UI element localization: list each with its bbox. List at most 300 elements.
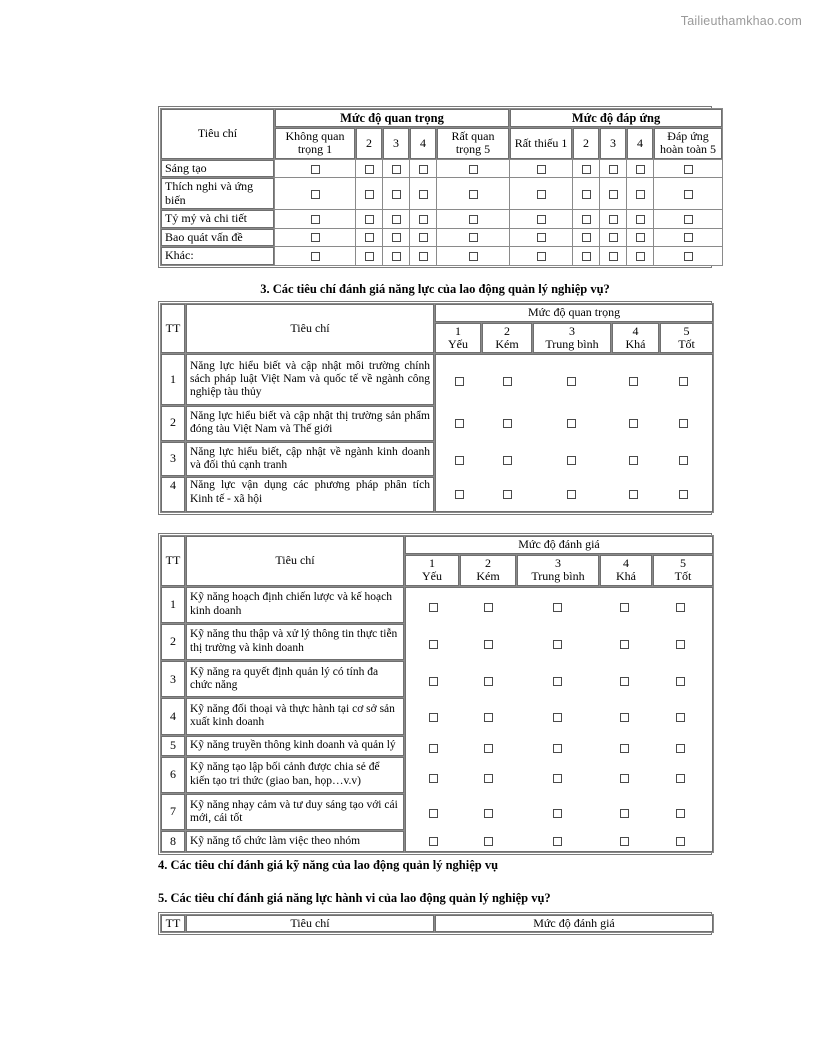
checkbox-empty-icon[interactable] — [429, 774, 438, 783]
table1-cell-importance-2[interactable] — [356, 210, 382, 227]
table3-cell-rating-2[interactable] — [460, 771, 516, 784]
table3-cell-rating-1[interactable] — [406, 674, 460, 687]
checkbox-empty-icon[interactable] — [484, 837, 493, 846]
table3-cell-rating-3[interactable] — [516, 771, 598, 784]
table2-cell-rating-5[interactable] — [657, 453, 710, 466]
table1-fulfillment-scale-1: Rất thiếu 1 — [510, 128, 572, 159]
table1-cell-importance-3[interactable] — [383, 229, 409, 246]
table3-row-number: 6 — [161, 757, 185, 793]
table3-scale-5-label: Tốt — [674, 569, 692, 584]
table3-cell-rating-4[interactable] — [598, 771, 650, 784]
table1-cell-fulfillment-4[interactable] — [627, 247, 653, 264]
checkbox-empty-icon[interactable] — [609, 165, 618, 174]
table3-row-criteria: Kỹ năng thu thập và xử lý thông tin thực tiễn thị trường và kinh doanh — [186, 624, 404, 660]
table3-cell-rating-5[interactable] — [650, 741, 710, 754]
checkbox-empty-icon[interactable] — [419, 233, 428, 242]
table1-cell-importance-3[interactable] — [383, 178, 409, 209]
checkbox-empty-icon[interactable] — [365, 252, 374, 261]
table2-cell-rating-3[interactable] — [532, 416, 610, 429]
table2-scale-1 — [435, 323, 481, 354]
checkbox-empty-icon[interactable] — [455, 377, 464, 386]
table2-cell-rating-4[interactable] — [610, 374, 657, 387]
checkbox-empty-icon[interactable] — [567, 490, 576, 499]
section-4-title: 4. Các tiêu chí đánh giá kỹ năng của lao động quản lý nghiệp vụ — [158, 857, 499, 872]
checkbox-empty-icon[interactable] — [620, 640, 629, 649]
table3-scale-2-label: Kém — [476, 569, 500, 584]
checkbox-empty-icon[interactable] — [392, 190, 401, 199]
checkbox-empty-icon[interactable] — [679, 419, 688, 428]
table3-cell-rating-1[interactable] — [406, 600, 460, 613]
table3-cell-rating-2[interactable] — [460, 741, 516, 754]
table3-row-number: 7 — [161, 794, 185, 830]
table1-cell-importance-3[interactable] — [383, 247, 409, 264]
table2-scale-3-num: 3 — [569, 323, 575, 338]
table3-cell-rating-2[interactable] — [460, 674, 516, 687]
checkbox-empty-icon[interactable] — [567, 456, 576, 465]
checkbox-empty-icon[interactable] — [636, 233, 645, 242]
table3-cell-rating-1[interactable] — [406, 834, 460, 847]
checkbox-empty-icon[interactable] — [503, 377, 512, 386]
checkbox-empty-icon[interactable] — [469, 233, 478, 242]
table3-row-criteria: Kỹ năng truyền thông kinh doanh và quản lý — [186, 736, 404, 756]
table-row — [161, 160, 722, 177]
checkbox-empty-icon[interactable] — [484, 809, 493, 818]
checkbox-empty-icon[interactable] — [365, 165, 374, 174]
skills-rating-table — [158, 533, 712, 854]
table3-cell-rating-5[interactable] — [650, 674, 710, 687]
checkbox-empty-icon[interactable] — [620, 809, 629, 818]
table3-cell-rating-5[interactable] — [650, 834, 710, 847]
checkbox-empty-icon[interactable] — [620, 744, 629, 753]
checkbox-empty-icon[interactable] — [553, 774, 562, 783]
table1-cell-importance-4[interactable] — [410, 210, 436, 227]
checkbox-empty-icon[interactable] — [311, 215, 320, 224]
checkbox-empty-icon[interactable] — [311, 190, 320, 199]
table1-cell-importance-4[interactable] — [410, 178, 436, 209]
table3-tt-header: TT — [161, 536, 185, 585]
checkbox-empty-icon[interactable] — [469, 215, 478, 224]
checkbox-empty-icon[interactable] — [537, 233, 546, 242]
table2-cell-rating-1[interactable] — [436, 416, 482, 429]
checkbox-empty-icon[interactable] — [553, 713, 562, 722]
table3-cell-rating-3[interactable] — [516, 674, 598, 687]
table3-cell-rating-2[interactable] — [460, 710, 516, 723]
table3-cell-rating-1[interactable] — [406, 741, 460, 754]
table2-cell-rating-5[interactable] — [657, 374, 710, 387]
table3-row-criteria: Kỹ năng ra quyết định quản lý có tính đa chức năng — [186, 661, 404, 697]
table2-row-number: 2 — [161, 406, 185, 441]
table1-cell-fulfillment-4[interactable] — [627, 229, 653, 246]
table1-cell-fulfillment-5[interactable] — [654, 247, 722, 264]
checkbox-empty-icon[interactable] — [676, 677, 685, 686]
checkbox-empty-icon[interactable] — [609, 190, 618, 199]
table2-row-criteria: Năng lực hiểu biết, cập nhật về ngành kinh doanh và đối thủ cạnh tranh — [186, 442, 434, 477]
table1-criteria-header: Tiêu chí — [161, 109, 274, 159]
table3-row-criteria: Kỹ năng tổ chức làm việc theo nhóm — [186, 831, 404, 851]
checkbox-empty-icon[interactable] — [620, 677, 629, 686]
table1-cell-fulfillment-5[interactable] — [654, 160, 722, 177]
checkbox-empty-icon[interactable] — [553, 677, 562, 686]
table1-cell-fulfillment-1[interactable] — [510, 210, 572, 227]
table1-importance-scale-5: Rất quan trọng 5 — [437, 128, 509, 159]
table3-cell-rating-5[interactable] — [650, 637, 710, 650]
table1-cell-importance-1[interactable] — [275, 160, 355, 177]
table3-cell-rating-1[interactable] — [406, 710, 460, 723]
table2-cell-rating-3[interactable] — [532, 487, 610, 500]
table3-cell-rating-4[interactable] — [598, 637, 650, 650]
checkbox-empty-icon[interactable] — [567, 419, 576, 428]
table3-cell-rating-3[interactable] — [516, 806, 598, 819]
table-row — [161, 210, 722, 227]
checkbox-empty-icon[interactable] — [365, 233, 374, 242]
table1-cell-importance-1[interactable] — [275, 229, 355, 246]
table2-scale-4-label: Khá — [625, 337, 646, 351]
checkbox-empty-icon[interactable] — [484, 677, 493, 686]
table2-cell-rating-3[interactable] — [532, 453, 610, 466]
checkbox-empty-icon[interactable] — [419, 252, 428, 261]
checkbox-empty-icon[interactable] — [620, 774, 629, 783]
table3-cell-rating-5[interactable] — [650, 771, 710, 784]
checkbox-empty-icon[interactable] — [537, 190, 546, 199]
table2-scale-4-num: 4 — [632, 323, 639, 338]
table1-cell-importance-5[interactable] — [437, 229, 509, 246]
table3-scale-1-label: Yếu — [422, 569, 442, 584]
table1-cell-fulfillment-3[interactable] — [600, 210, 626, 227]
table1-criteria-label: Thích nghi và ứng biến — [161, 178, 274, 209]
table4-tt-header: TT — [161, 915, 185, 932]
table1-importance-scale-2: 2 — [356, 128, 382, 159]
checkbox-empty-icon[interactable] — [629, 377, 638, 386]
table2-row-number: 3 — [161, 442, 185, 477]
table2-row-criteria: Năng lực hiểu biết và cập nhật thị trường sản phẩm đóng tàu Việt Nam và Thế giới — [186, 406, 434, 441]
table2-cell-rating-4[interactable] — [610, 453, 657, 466]
table2-row-criteria: Năng lực vận dụng các phương pháp phân tích Kinh tế - xã hội — [186, 477, 434, 512]
table1-cell-importance-2[interactable] — [356, 178, 382, 209]
checkbox-empty-icon[interactable] — [429, 677, 438, 686]
table1-importance-scale-3: 3 — [383, 128, 409, 159]
table1-cell-importance-2[interactable] — [356, 247, 382, 264]
table1-cell-fulfillment-5[interactable] — [654, 210, 722, 227]
checkbox-empty-icon[interactable] — [582, 165, 591, 174]
table2-row-criteria: Năng lực hiểu biết và cập nhật môi trường chính sách pháp luật Việt Nam và quốc tế về ngành công nghiệp tàu thủy — [186, 354, 434, 404]
table2-cell-rating-2[interactable] — [482, 374, 532, 387]
checkbox-empty-icon[interactable] — [582, 215, 591, 224]
checkbox-empty-icon[interactable] — [609, 233, 618, 242]
checkbox-empty-icon[interactable] — [537, 165, 546, 174]
table1-group-fulfillment: Mức độ đáp ứng — [510, 109, 722, 127]
table1-cell-fulfillment-4[interactable] — [627, 210, 653, 227]
table3-row-criteria: Kỹ năng đối thoại và thực hành tại cơ sở sản xuất kinh doanh — [186, 698, 404, 734]
table2-cell-rating-1[interactable] — [436, 453, 482, 466]
table2-cell-rating-5[interactable] — [657, 487, 710, 500]
checkbox-empty-icon[interactable] — [484, 774, 493, 783]
checkbox-empty-icon[interactable] — [676, 809, 685, 818]
checkbox-empty-icon[interactable] — [429, 640, 438, 649]
table3-cell-rating-3[interactable] — [516, 741, 598, 754]
checkbox-empty-icon[interactable] — [503, 419, 512, 428]
table1-cell-importance-1[interactable] — [275, 178, 355, 209]
document-page — [158, 0, 717, 935]
table3-row-number: 1 — [161, 587, 185, 623]
checkbox-empty-icon[interactable] — [429, 713, 438, 722]
table2-rating-area — [435, 354, 713, 512]
checkbox-empty-icon[interactable] — [429, 809, 438, 818]
checkbox-empty-icon[interactable] — [392, 233, 401, 242]
table2-scale-1-label: Yếu — [448, 337, 468, 351]
checkbox-empty-icon[interactable] — [582, 233, 591, 242]
checkbox-empty-icon[interactable] — [567, 377, 576, 386]
table3-scale-2-num: 2 — [485, 555, 491, 570]
table1-group-importance: Mức độ quan trọng — [275, 109, 509, 127]
checkbox-empty-icon[interactable] — [609, 252, 618, 261]
table2-scale-3 — [533, 323, 611, 354]
checkbox-empty-icon[interactable] — [503, 490, 512, 499]
table1-cell-importance-4[interactable] — [410, 160, 436, 177]
table1-cell-fulfillment-3[interactable] — [600, 160, 626, 177]
checkbox-empty-icon[interactable] — [484, 603, 493, 612]
table3-scale-3-num: 3 — [555, 555, 561, 570]
section-5-title: 5. Các tiêu chí đánh giá năng lực hành vi của lao động quản lý nghiệp vụ? — [158, 891, 551, 906]
checkbox-empty-icon[interactable] — [311, 252, 320, 261]
checkbox-empty-icon[interactable] — [455, 419, 464, 428]
table3-cell-rating-4[interactable] — [598, 600, 650, 613]
table1-cell-fulfillment-1[interactable] — [510, 229, 572, 246]
checkbox-empty-icon[interactable] — [676, 774, 685, 783]
table1-cell-fulfillment-4[interactable] — [627, 178, 653, 209]
table1-cell-importance-3[interactable] — [383, 210, 409, 227]
table1-cell-fulfillment-2[interactable] — [573, 178, 599, 209]
checkbox-empty-icon[interactable] — [684, 165, 693, 174]
section-3-title: 3. Các tiêu chí đánh giá năng lực của lao động quản lý nghiệp vụ? — [260, 281, 610, 296]
checkbox-empty-icon[interactable] — [679, 377, 688, 386]
table1-cell-fulfillment-5[interactable] — [654, 178, 722, 209]
checkbox-empty-icon[interactable] — [419, 165, 428, 174]
table1-cell-importance-1[interactable] — [275, 210, 355, 227]
table1-cell-fulfillment-2[interactable] — [573, 247, 599, 264]
table2-cell-rating-2[interactable] — [482, 487, 532, 500]
checkbox-empty-icon[interactable] — [455, 490, 464, 499]
table4-header-row — [161, 915, 713, 932]
table3-row-number: 4 — [161, 698, 185, 734]
table3-row-number: 2 — [161, 624, 185, 660]
checkbox-empty-icon[interactable] — [537, 252, 546, 261]
checkbox-empty-icon[interactable] — [553, 744, 562, 753]
checkbox-empty-icon[interactable] — [629, 490, 638, 499]
table1-cell-fulfillment-2[interactable] — [573, 229, 599, 246]
checkbox-empty-icon[interactable] — [676, 744, 685, 753]
table3-cell-rating-1[interactable] — [406, 771, 460, 784]
table1-cell-importance-2[interactable] — [356, 229, 382, 246]
checkbox-empty-icon[interactable] — [676, 713, 685, 722]
table3-scale-4-label: Khá — [616, 569, 636, 584]
table2-scale-5-label: Tốt — [678, 337, 695, 351]
checkbox-empty-icon[interactable] — [553, 837, 562, 846]
table3-scale-1 — [405, 555, 459, 586]
table1-cell-importance-5[interactable] — [437, 178, 509, 209]
checkbox-empty-icon[interactable] — [553, 809, 562, 818]
checkbox-empty-icon[interactable] — [392, 165, 401, 174]
table1-fulfillment-scale-5: Đáp ứng hoàn toàn 5 — [654, 128, 722, 159]
checkbox-empty-icon[interactable] — [484, 713, 493, 722]
table1-cell-fulfillment-1[interactable] — [510, 160, 572, 177]
table3-row-criteria: Kỹ năng nhạy cảm và tư duy sáng tạo với cái mới, cái tốt — [186, 794, 404, 830]
table4-rating-header: Mức độ đánh giá — [435, 915, 713, 932]
table1-cell-fulfillment-5[interactable] — [654, 229, 722, 246]
checkbox-empty-icon[interactable] — [684, 252, 693, 261]
checkbox-empty-icon[interactable] — [469, 190, 478, 199]
checkbox-empty-icon[interactable] — [419, 215, 428, 224]
table1-cell-importance-5[interactable] — [437, 247, 509, 264]
checkbox-empty-icon[interactable] — [684, 215, 693, 224]
checkbox-empty-icon[interactable] — [469, 252, 478, 261]
checkbox-empty-icon[interactable] — [609, 215, 618, 224]
table3-cell-rating-1[interactable] — [406, 806, 460, 819]
checkbox-empty-icon[interactable] — [429, 603, 438, 612]
checkbox-empty-icon[interactable] — [684, 190, 693, 199]
checkbox-empty-icon[interactable] — [636, 215, 645, 224]
table-row — [161, 587, 713, 623]
table1-cell-fulfillment-4[interactable] — [627, 160, 653, 177]
table2-cell-rating-2[interactable] — [482, 416, 532, 429]
checkbox-empty-icon[interactable] — [629, 419, 638, 428]
table3-row-number: 5 — [161, 736, 185, 756]
checkbox-empty-icon[interactable] — [679, 490, 688, 499]
table1-cell-fulfillment-1[interactable] — [510, 247, 572, 264]
table2-group-header-row — [161, 304, 713, 321]
table3-cell-rating-2[interactable] — [460, 637, 516, 650]
checkbox-empty-icon[interactable] — [620, 603, 629, 612]
table1-cell-fulfillment-1[interactable] — [510, 178, 572, 209]
table3-scale-4 — [600, 555, 652, 586]
checkbox-empty-icon[interactable] — [392, 215, 401, 224]
table1-cell-importance-2[interactable] — [356, 160, 382, 177]
table2-cell-rating-5[interactable] — [657, 416, 710, 429]
table3-cell-rating-5[interactable] — [650, 806, 710, 819]
table1-cell-importance-5[interactable] — [437, 210, 509, 227]
table1-cell-fulfillment-3[interactable] — [600, 178, 626, 209]
checkbox-empty-icon[interactable] — [582, 190, 591, 199]
table3-row-criteria: Kỹ năng tạo lập bối cảnh được chia sẻ để kiến tạo tri thức (giao ban, họp…v.v) — [186, 757, 404, 793]
checkbox-empty-icon[interactable] — [582, 252, 591, 261]
table3-cell-rating-5[interactable] — [650, 600, 710, 613]
checkbox-empty-icon[interactable] — [636, 252, 645, 261]
table2-scale-5-num: 5 — [683, 323, 690, 338]
checkbox-empty-icon[interactable] — [636, 190, 645, 199]
table3-group-header: Mức độ đánh giá — [405, 536, 713, 553]
checkbox-empty-icon[interactable] — [429, 837, 438, 846]
checkbox-empty-icon[interactable] — [311, 233, 320, 242]
table2-cell-rating-3[interactable] — [532, 374, 610, 387]
table2-cell-rating-1[interactable] — [436, 374, 482, 387]
checkbox-empty-icon[interactable] — [629, 456, 638, 465]
checkbox-empty-icon[interactable] — [620, 837, 629, 846]
table-row — [161, 354, 713, 404]
table3-scale-3 — [517, 555, 599, 586]
table1-cell-fulfillment-3[interactable] — [600, 247, 626, 264]
table1-importance-scale-1: Không quan trọng 1 — [275, 128, 355, 159]
table-row — [161, 178, 722, 209]
table3-cell-rating-4[interactable] — [598, 741, 650, 754]
criteria-importance-fulfillment-table — [158, 106, 717, 268]
table1-cell-importance-5[interactable] — [437, 160, 509, 177]
checkbox-empty-icon[interactable] — [392, 252, 401, 261]
table1-cell-importance-1[interactable] — [275, 247, 355, 264]
table3-scale-4-num: 4 — [623, 555, 629, 570]
table1-cell-fulfillment-2[interactable] — [573, 210, 599, 227]
table-row — [161, 247, 722, 264]
table2-row-number: 1 — [161, 354, 185, 404]
table1-cell-fulfillment-2[interactable] — [573, 160, 599, 177]
checkbox-empty-icon[interactable] — [455, 456, 464, 465]
table2-cell-rating-4[interactable] — [610, 487, 657, 500]
table3-row-number: 3 — [161, 661, 185, 697]
checkbox-empty-icon[interactable] — [365, 190, 374, 199]
table3-cell-rating-2[interactable] — [460, 600, 516, 613]
table3-scale-2 — [460, 555, 516, 586]
checkbox-empty-icon[interactable] — [684, 233, 693, 242]
checkbox-empty-icon[interactable] — [419, 190, 428, 199]
table2-scale-2-num: 2 — [504, 323, 510, 338]
table3-cell-rating-5[interactable] — [650, 710, 710, 723]
checkbox-empty-icon[interactable] — [620, 713, 629, 722]
table3-cell-rating-2[interactable] — [460, 834, 516, 847]
table3-cell-rating-4[interactable] — [598, 674, 650, 687]
checkbox-empty-icon[interactable] — [553, 640, 562, 649]
checkbox-empty-icon[interactable] — [365, 215, 374, 224]
checkbox-empty-icon[interactable] — [484, 640, 493, 649]
checkbox-empty-icon[interactable] — [469, 165, 478, 174]
table3-cell-rating-3[interactable] — [516, 637, 598, 650]
table3-cell-rating-1[interactable] — [406, 637, 460, 650]
table3-cell-rating-3[interactable] — [516, 834, 598, 847]
checkbox-empty-icon[interactable] — [503, 456, 512, 465]
table2-cell-rating-4[interactable] — [610, 416, 657, 429]
table3-cell-rating-4[interactable] — [598, 806, 650, 819]
table2-scale-1-num: 1 — [455, 323, 461, 338]
checkbox-empty-icon[interactable] — [537, 215, 546, 224]
checkbox-empty-icon[interactable] — [679, 456, 688, 465]
checkbox-empty-icon[interactable] — [676, 837, 685, 846]
table1-fulfillment-scale-2: 2 — [573, 128, 599, 159]
checkbox-empty-icon[interactable] — [484, 744, 493, 753]
table1-criteria-label: Bao quát vấn đề — [161, 229, 274, 246]
table3-cell-rating-4[interactable] — [598, 834, 650, 847]
table1-cell-importance-4[interactable] — [410, 229, 436, 246]
table1-cell-fulfillment-3[interactable] — [600, 229, 626, 246]
table1-cell-importance-4[interactable] — [410, 247, 436, 264]
table2-row-number: 4 — [161, 477, 185, 512]
table1-criteria-label: Sáng tạo — [161, 160, 274, 177]
table2-tt-header: TT — [161, 304, 185, 353]
checkbox-empty-icon[interactable] — [553, 603, 562, 612]
checkbox-empty-icon[interactable] — [676, 640, 685, 649]
checkbox-empty-icon[interactable] — [636, 165, 645, 174]
table3-cell-rating-3[interactable] — [516, 710, 598, 723]
table1-fulfillment-scale-4: 4 — [627, 128, 653, 159]
table3-cell-rating-4[interactable] — [598, 710, 650, 723]
table2-cell-rating-1[interactable] — [436, 487, 482, 500]
table1-cell-importance-3[interactable] — [383, 160, 409, 177]
table3-row-number: 8 — [161, 831, 185, 851]
table3-cell-rating-3[interactable] — [516, 600, 598, 613]
table2-cell-rating-2[interactable] — [482, 453, 532, 466]
checkbox-empty-icon[interactable] — [311, 165, 320, 174]
checkbox-empty-icon[interactable] — [429, 744, 438, 753]
table3-cell-rating-2[interactable] — [460, 806, 516, 819]
table2-scale-4 — [612, 323, 659, 354]
table2-group-header: Mức độ quan trọng — [435, 304, 713, 321]
checkbox-empty-icon[interactable] — [676, 603, 685, 612]
